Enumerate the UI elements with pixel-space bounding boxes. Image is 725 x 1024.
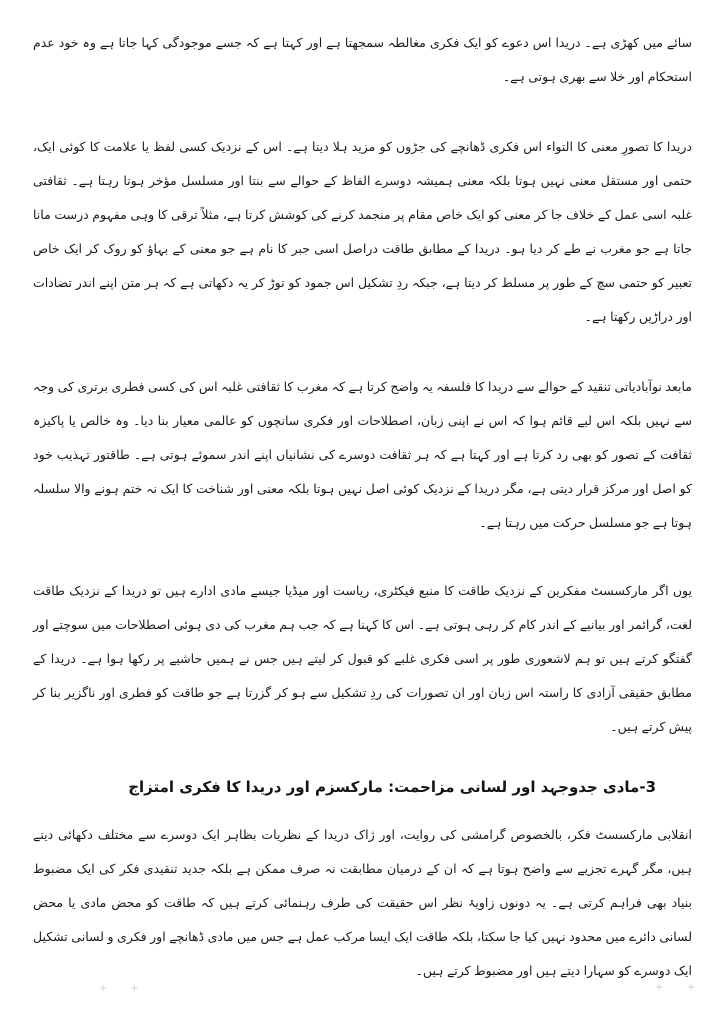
registration-mark-icon: + xyxy=(655,982,664,993)
paragraph-1: سائے میں کھڑی ہے۔ دریدا اس دعوے کو ایک فکری مغالطہ سمجھتا ہے اور کہتا ہے کہ جسے موجودگی کہا جاتا ہے وہ خود عدم استحکام اور خلا سے بھری ہوتی ہے۔ xyxy=(33,35,692,84)
paragraph-4: یوں اگر مارکسسٹ مفکرین کے نزدیک طاقت کا منبع فیکٹری، ریاست اور میڈیا جیسے مادی ادارے ہیں تو دریدا کے نزدیک طاقت لغت، گرائمر اور بیانیے کے اندر کام کر رہی ہوتی ہے۔ اس کا کہنا ہے کہ جب ہم مغرب کی دی ہوئی اصطلاحات میں سوچتے اور گفتگو کرتے ہیں تو ہم لاشعوری طور پر اسی فکری غلبے کو قبول کر لیتے ہیں جس نے ہمیں حاشیے پر رکھا ہوا ہے۔ دریدا کے مطابق حقیقی آزادی کا راستہ اس زبان اور ان تصورات کی ردِ تشکیل سے ہو کر گزرتا ہے جو طاقت کو فطری اور ناگزیر بنا کر پیش کرتے ہیں۔ xyxy=(33,583,692,734)
paragraph-5: انقلابی مارکسسٹ فکر، بالخصوص گرامشی کی روایت، اور ژاک دریدا کے نظریات بظاہر ایک دوسرے سے مختلف دکھائی دیتے ہیں، مگر گہرے تجزیے سے واضح ہوتا ہے کہ ان کے درمیان مطابقت نہ صرف ممکن ہے بلکہ جدید تنقیدی فکر کی ایک مضبوط بنیاد بھی فراہم کرتی ہے۔ یہ دونوں زاویۂ نظر اس حقیقت کی طرف رہنمائی کرتے ہیں کہ طاقت کو محض مادی یا محض لسانی دائرے میں محدود نہیں کیا جا سکتا، بلکہ طاقت ایک ایسا مرکب عمل ہے جس میں مادی ڈھانچے اور فکری و لسانی تشکیل ایک دوسرے کو سہارا دیتے ہیں اور مضبوط کرتے ہیں۔ xyxy=(33,827,692,978)
registration-mark-icon: + xyxy=(130,983,139,994)
paragraph-3: مابعد نوآبادیاتی تنقید کے حوالے سے دریدا کا فلسفہ یہ واضح کرتا ہے کہ مغرب کا ثقافتی غلبہ اس کی کسی فطری برتری کی وجہ سے نہیں بلکہ اس لیے قائم ہوا کہ اس نے اپنی زبان، اصطلاحات اور فکری سانچوں کو عالمی معیار بنا دیا۔ وہ خالص یا پاکیزہ ثقافت کے تصور کو بھی رد کرتا ہے اور کہتا ہے کہ ہر ثقافت دوسرے کی نشانیاں اپنے اندر سموئے ہوتی ہے۔ طاقتور تہذیب خود کو اصل اور مرکز قرار دیتی ہے، مگر دریدا کے نزدیک کوئی اصل نہیں ہوتا بلکہ معنی اور شناخت کا ایک نہ ختم ہونے والا سلسلہ ہوتا ہے جو مسلسل حرکت میں رہتا ہے۔ xyxy=(33,379,692,530)
paragraph-2: دریدا کا تصورِ معنی کا التواء اس فکری ڈھانچے کی جڑوں کو مزید ہلا دیتا ہے۔ اس کے نزدیک کسی لفظ یا علامت کا کوئی ایک، حتمی اور مستقل معنی نہیں ہوتا بلکہ معنی ہمیشہ دوسرے الفاظ کے حوالے سے بنتا اور مسلسل مؤخر ہوتا رہتا ہے۔ ثقافتی غلبہ اسی عمل کے خلاف جا کر معنی کو ایک خاص مقام پر منجمد کرنے کی کوشش کرتا ہے، مثلاً ترقی کا وہی مفہوم درست مانا جاتا ہے جو مغرب نے طے کر دیا ہو۔ دریدا کے مطابق طاقت دراصل اسی جبر کا نام ہے جو معنی کے بہاؤ کو روک کر ایک خاص تعبیر کو حتمی سچ کے طور پر مسلط کر دیتا ہے، جبکہ ردِ تشکیل اس جمود کو توڑ کر یہ دکھاتی ہے کہ ہر متن اپنے اندر تضادات اور دراڑیں رکھتا ہے۔ xyxy=(33,139,692,324)
section-heading: 3-مادی جدوجہد اور لسانی مزاحمت: مارکسزم اور دریدا کا فکری امتزاج xyxy=(128,778,656,796)
registration-mark-icon: + xyxy=(99,983,108,994)
registration-mark-icon: + xyxy=(687,982,696,993)
